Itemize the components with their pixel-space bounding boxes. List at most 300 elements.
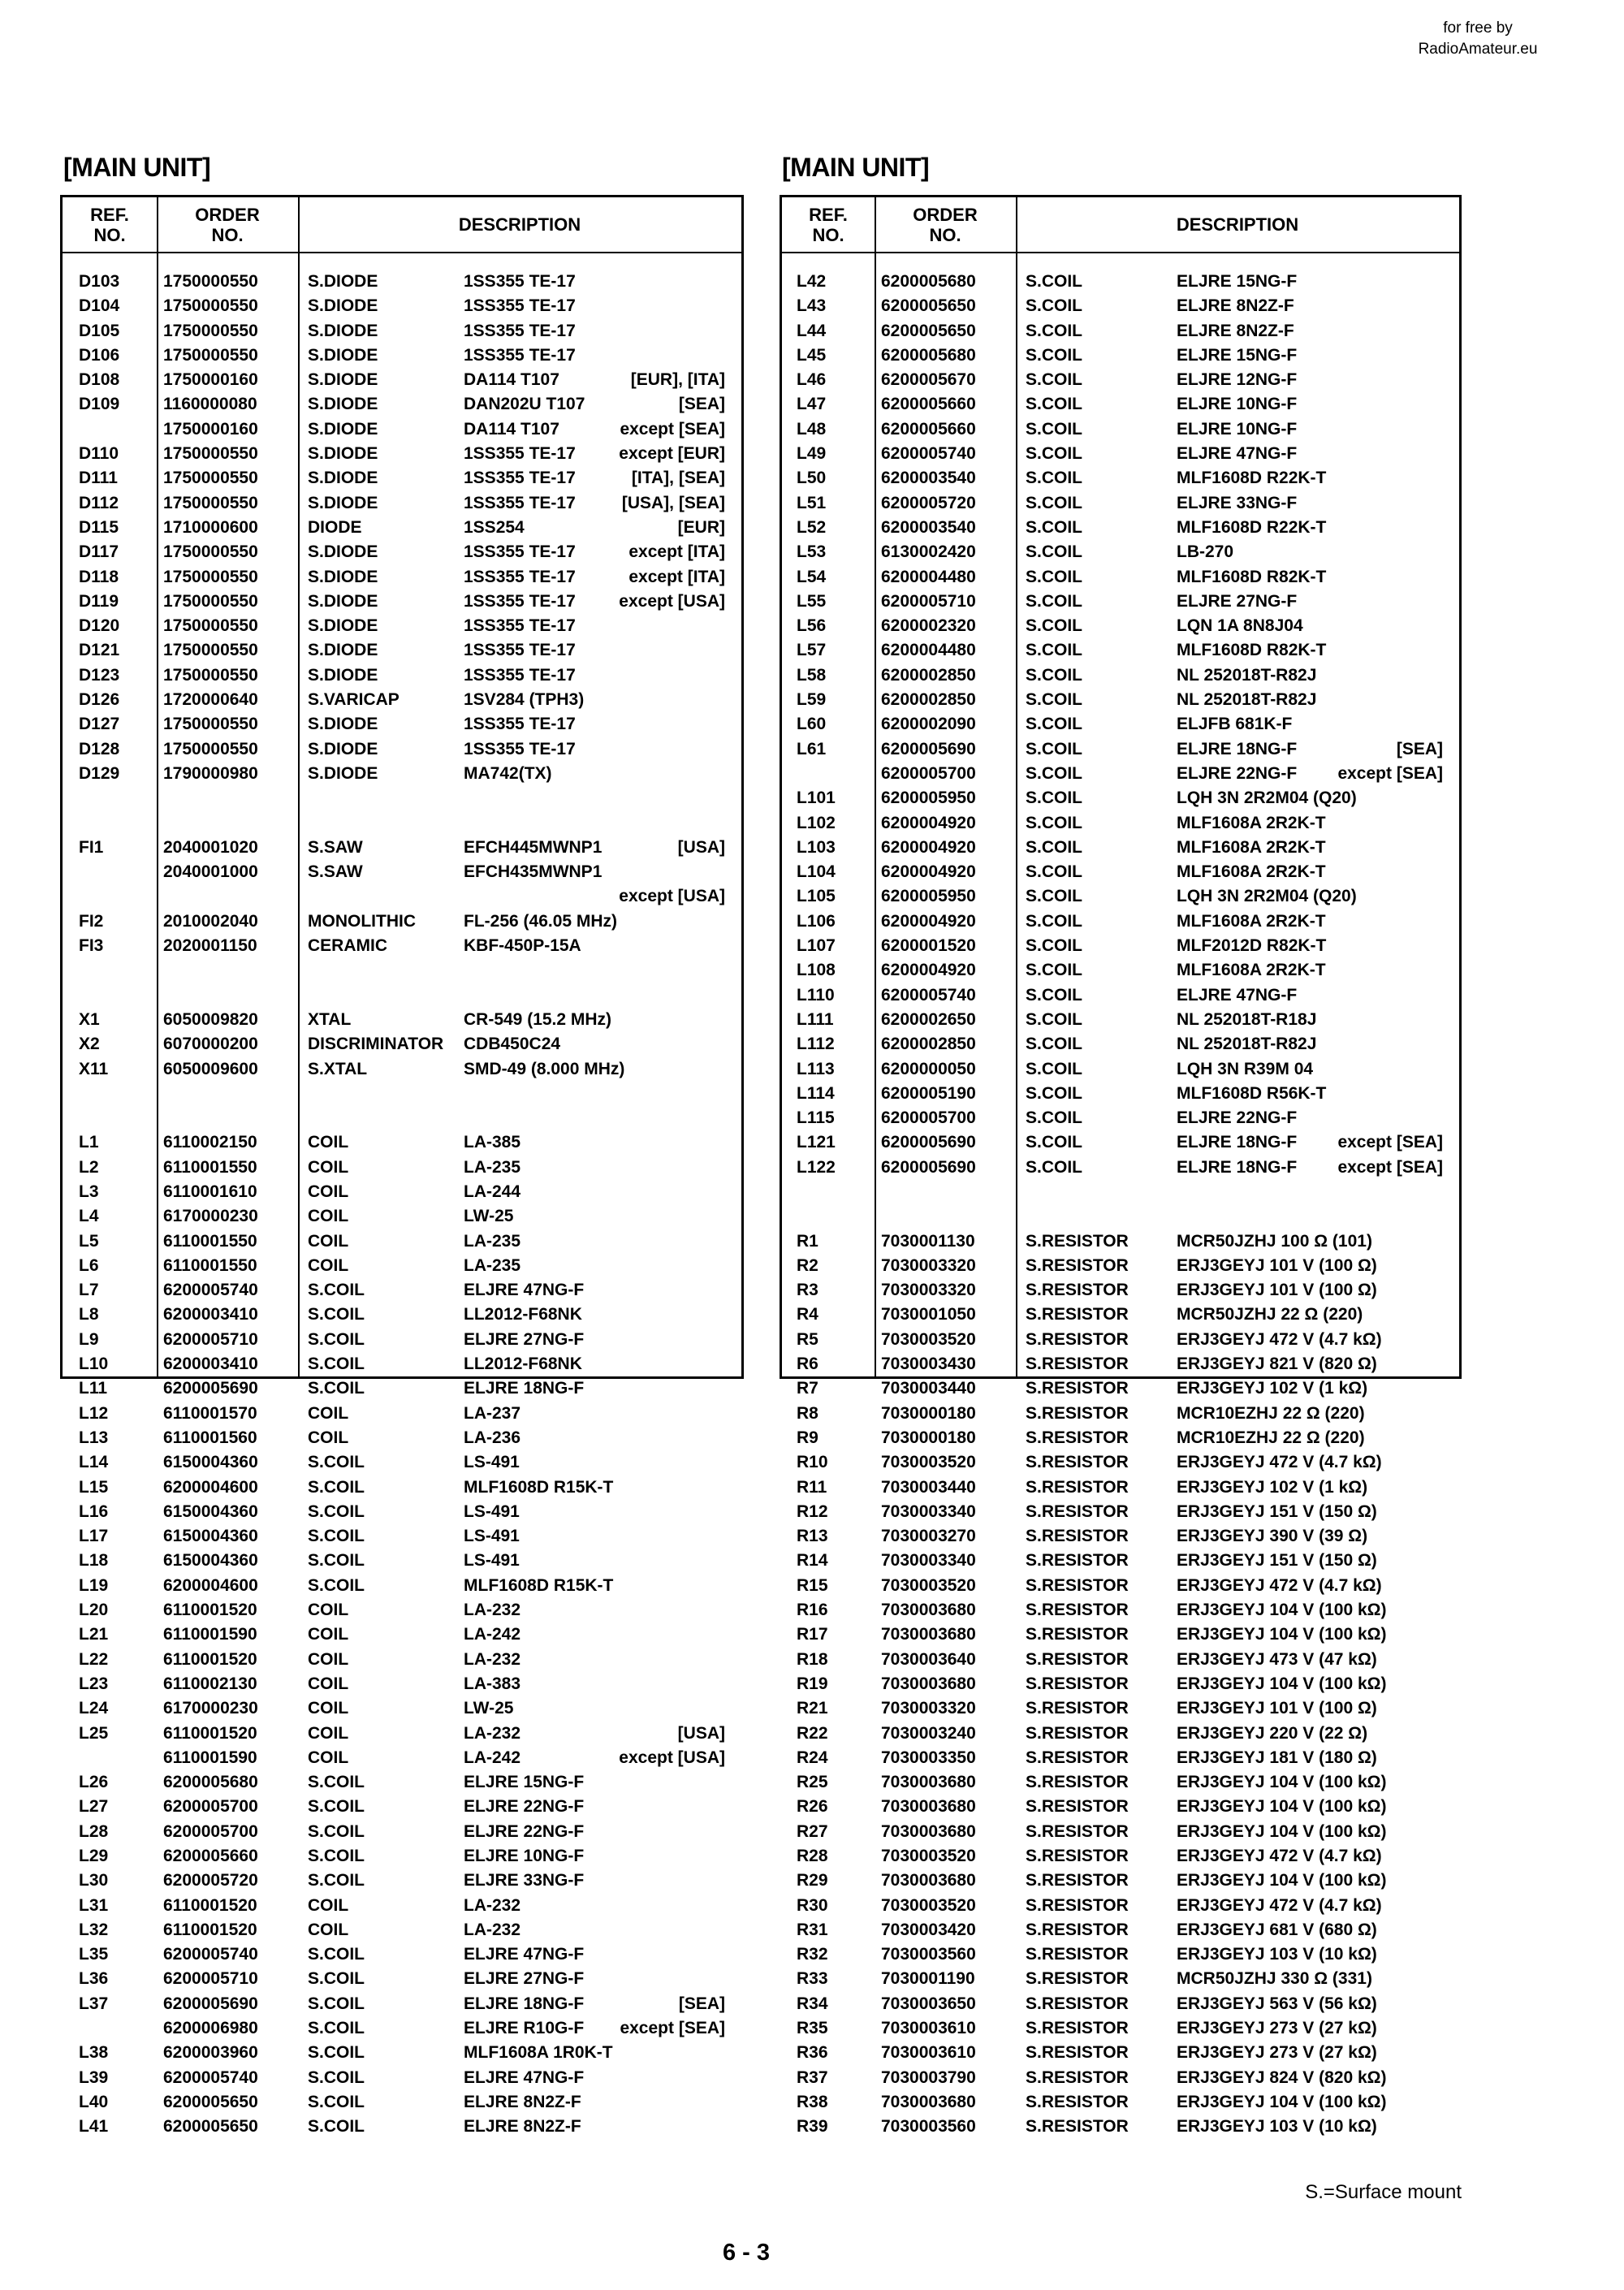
- part-number-cell: LA-383: [464, 1674, 521, 1693]
- order-no-cell: 6200002090: [881, 715, 976, 734]
- order-no-cell: 6200005670: [881, 370, 976, 390]
- table-row: [63, 1524, 741, 1549]
- table-row: [63, 1574, 741, 1598]
- ref-cell: L13: [79, 1428, 109, 1447]
- order-no-cell: 7030003520: [881, 1895, 976, 1915]
- table-row: [63, 786, 741, 810]
- table-row: [63, 1992, 741, 2016]
- part-type-cell: S.RESISTOR: [1026, 1994, 1129, 2013]
- part-number-cell: ERJ3GEYJ 104 V (100 kΩ): [1177, 1821, 1387, 1841]
- parts-table-right: [780, 195, 1462, 2137]
- ref-cell: R25: [797, 1773, 828, 1792]
- table-row: [782, 1648, 1459, 1672]
- ref-cell: D126: [79, 690, 120, 710]
- part-type-cell: S.VARICAP: [308, 690, 400, 710]
- order-no-cell: 1750000550: [163, 641, 258, 660]
- table-row: [782, 1795, 1459, 1819]
- part-type-cell: COIL: [308, 1920, 349, 1939]
- part-number-cell: ELJRE 18NG-F: [1177, 739, 1298, 758]
- part-type-cell: S.COIL: [308, 1281, 365, 1300]
- order-no-cell: 7030003520: [881, 1847, 976, 1865]
- part-number-cell: LQH 3N R39M 04: [1177, 1059, 1314, 1078]
- order-no-cell: 1750000550: [163, 345, 258, 365]
- order-no-cell: 6200005650: [163, 2117, 258, 2137]
- order-no-cell: 7030003320: [881, 1699, 976, 1718]
- order-no-cell: 6200005720: [163, 1871, 258, 1890]
- order-no-cell: 6170000230: [163, 1207, 258, 1226]
- order-no-cell: 7030001190: [881, 1969, 975, 1989]
- ref-cell: X11: [79, 1059, 109, 1078]
- ref-cell: L108: [797, 961, 836, 980]
- part-type-cell: S.COIL: [1026, 690, 1083, 710]
- order-no-cell: 2020001150: [163, 936, 257, 956]
- part-number-cell: ERJ3GEYJ 103 V (10 kΩ): [1177, 1945, 1377, 1964]
- ref-cell: R21: [797, 1699, 828, 1718]
- part-type-cell: S.DIODE: [308, 395, 378, 414]
- part-type-cell: S.RESISTOR: [1026, 2067, 1129, 2087]
- part-number-cell: LA-232: [464, 1723, 521, 1743]
- ref-cell: L105: [797, 887, 836, 906]
- table-row: [782, 688, 1459, 712]
- ref-cell: L20: [79, 1601, 109, 1620]
- ref-cell: L8: [79, 1305, 99, 1324]
- ref-cell: L111: [797, 1009, 834, 1029]
- part-type-cell: S.RESISTOR: [1026, 1601, 1129, 1620]
- table-row: [782, 1722, 1459, 1746]
- version-note-cell: except [SEA]: [620, 419, 725, 439]
- ref-cell: R2: [797, 1255, 818, 1275]
- part-number-cell: ELJRE 10NG-F: [1177, 395, 1298, 414]
- part-type-cell: S.COIL: [308, 2043, 365, 2063]
- part-number-cell: MLF1608D R82K-T: [1177, 641, 1327, 660]
- table-row: [782, 860, 1459, 884]
- part-number-cell: MLF1608D R22K-T: [1177, 469, 1327, 488]
- order-no-cell: 6200005740: [163, 2067, 258, 2087]
- order-no-cell: 1790000980: [163, 763, 258, 783]
- ref-cell: FI3: [79, 936, 104, 956]
- table-row: [63, 1008, 741, 1032]
- table-row: [63, 1820, 741, 1844]
- part-number-cell: ELJRE 22NG-F: [1177, 1108, 1298, 1128]
- table-row: [63, 1942, 741, 1967]
- ref-cell: L21: [79, 1625, 109, 1644]
- ref-cell: R13: [797, 1527, 828, 1546]
- ref-cell: L107: [797, 936, 836, 956]
- ref-cell: D111: [79, 469, 118, 488]
- part-number-cell: MA742(TX): [464, 763, 552, 783]
- table-row: [782, 270, 1459, 294]
- table-row: [782, 1426, 1459, 1450]
- table-row: [63, 1894, 741, 1918]
- part-type-cell: S.COIL: [1026, 567, 1083, 586]
- part-type-cell: S.COIL: [1026, 887, 1083, 906]
- order-no-cell: 6050009600: [163, 1059, 258, 1078]
- part-type-cell: S.DIODE: [308, 665, 378, 685]
- ref-cell: L60: [797, 715, 827, 734]
- part-number-cell: ERJ3GEYJ 101 V (100 Ω): [1177, 1281, 1377, 1300]
- part-number-cell: ERJ3GEYJ 101 V (100 Ω): [1177, 1699, 1377, 1718]
- part-number-cell: ERJ3GEYJ 104 V (100 kΩ): [1177, 1773, 1387, 1792]
- table-row: [782, 1229, 1459, 1254]
- version-note-cell: except [SEA]: [1337, 1133, 1443, 1152]
- order-no-cell: 6200005660: [163, 1847, 258, 1865]
- part-number-cell: LW-25: [464, 1207, 514, 1226]
- part-number-cell: NL 252018T-R82J: [1177, 690, 1317, 710]
- order-no-cell: 6200003540: [881, 469, 976, 488]
- part-number-cell: NL 252018T-R82J: [1177, 1035, 1317, 1054]
- order-no-cell: 6070000200: [163, 1035, 258, 1054]
- table-row: [63, 1130, 741, 1155]
- order-no-cell: 6200005690: [881, 1133, 976, 1152]
- ref-cell: R26: [797, 1797, 828, 1817]
- part-number-cell: ERJ3GEYJ 472 V (4.7 kΩ): [1177, 1575, 1382, 1595]
- ref-cell: L37: [79, 1994, 109, 2013]
- ref-cell: L41: [79, 2117, 109, 2137]
- order-no-cell: 7030000180: [881, 1403, 976, 1423]
- table-body: [782, 270, 1459, 2140]
- table-row: [63, 1376, 741, 1401]
- order-no-cell: 6200005950: [881, 887, 976, 906]
- table-row: [782, 958, 1459, 983]
- table-row: [782, 1352, 1459, 1376]
- table-row: [63, 1549, 741, 1573]
- table-row: [63, 417, 741, 442]
- ref-cell: L54: [797, 567, 827, 586]
- part-type-cell: S.COIL: [1026, 837, 1083, 857]
- table-row: [63, 884, 741, 909]
- ref-cell: L30: [79, 1871, 109, 1890]
- part-type-cell: S.DIODE: [308, 444, 378, 464]
- part-number-cell: DA114 T107: [464, 419, 559, 439]
- part-number-cell: ELJRE 8N2Z-F: [464, 2117, 581, 2137]
- part-type-cell: S.RESISTOR: [1026, 1403, 1129, 1423]
- order-no-cell: 7030003680: [881, 2092, 976, 2111]
- part-number-cell: EFCH435MWNP1: [464, 862, 603, 882]
- table-row: [782, 762, 1459, 786]
- part-number-cell: ELJRE 8N2Z-F: [464, 2092, 581, 2111]
- ref-cell: L61: [797, 739, 827, 758]
- order-no-cell: 7030003560: [881, 1945, 976, 1964]
- part-number-cell: 1SS355 TE-17: [464, 641, 576, 660]
- table-row: [782, 1820, 1459, 1844]
- table-row: [782, 1106, 1459, 1130]
- part-number-cell: ELJRE 27NG-F: [464, 1329, 585, 1349]
- order-no-cell: 6200004600: [163, 1575, 258, 1595]
- ref-cell: L32: [79, 1920, 109, 1939]
- part-number-cell: ELJRE 27NG-F: [1177, 591, 1298, 611]
- part-type-cell: S.COIL: [1026, 345, 1083, 365]
- ref-cell: R30: [797, 1895, 828, 1915]
- ref-cell: L24: [79, 1699, 109, 1718]
- ref-cell: L43: [797, 296, 827, 316]
- part-number-cell: FL-256 (46.05 MHz): [464, 911, 618, 931]
- part-number-cell: LA-235: [464, 1255, 521, 1275]
- order-no-cell: 6200005710: [163, 1969, 258, 1989]
- table-row: [63, 1598, 741, 1622]
- part-type-cell: S.COIL: [1026, 739, 1083, 758]
- ref-cell: D123: [79, 665, 120, 685]
- ref-cell: D118: [79, 567, 119, 586]
- part-type-cell: COIL: [308, 1649, 349, 1669]
- part-number-cell: LA-232: [464, 1649, 521, 1669]
- part-type-cell: COIL: [308, 1674, 349, 1693]
- watermark-line-2: RadioAmateur.eu: [1418, 41, 1538, 58]
- ref-cell: FI2: [79, 911, 104, 931]
- part-type-cell: S.COIL: [1026, 1083, 1083, 1103]
- table-row: [782, 1672, 1459, 1696]
- table-row: [63, 958, 741, 983]
- order-no-cell: 6200002650: [881, 1009, 976, 1029]
- order-no-cell: 6200004480: [881, 641, 976, 660]
- part-number-cell: ELJRE 10NG-F: [1177, 419, 1298, 439]
- table-row: [782, 1328, 1459, 1352]
- ref-cell: L53: [797, 542, 827, 562]
- part-type-cell: S.COIL: [1026, 1133, 1083, 1152]
- part-type-cell: S.RESISTOR: [1026, 2092, 1129, 2111]
- table-row: [63, 762, 741, 786]
- part-type-cell: COIL: [308, 1625, 349, 1644]
- ref-cell: L57: [797, 641, 827, 660]
- order-no-cell: 6150004360: [163, 1551, 258, 1571]
- part-number-cell: ELJRE 47NG-F: [1177, 985, 1298, 1005]
- part-number-cell: ELJRE 18NG-F: [1177, 1157, 1298, 1177]
- part-type-cell: S.COIL: [1026, 1157, 1083, 1177]
- part-number-cell: LA-232: [464, 1920, 521, 1939]
- table-row: [782, 1278, 1459, 1303]
- ref-cell: L106: [797, 911, 836, 931]
- table-row: [63, 491, 741, 516]
- table-row: [782, 1450, 1459, 1475]
- ref-cell: R34: [797, 1994, 828, 2013]
- part-number-cell: ERJ3GEYJ 472 V (4.7 kΩ): [1177, 1895, 1382, 1915]
- table-row: [782, 638, 1459, 663]
- table-row: [782, 1008, 1459, 1032]
- part-number-cell: LS-491: [464, 1453, 520, 1472]
- part-number-cell: 1SS355 TE-17: [464, 542, 576, 562]
- ref-cell: L5: [79, 1231, 99, 1251]
- part-type-cell: S.RESISTOR: [1026, 1329, 1129, 1349]
- version-note-cell: except [ITA]: [628, 542, 725, 562]
- table-row: [782, 1402, 1459, 1426]
- ref-cell: R16: [797, 1601, 828, 1620]
- order-no-cell: 1750000550: [163, 321, 258, 340]
- order-no-cell: 6110001550: [163, 1255, 257, 1275]
- part-number-cell: MCR10EZHJ 22 Ω (220): [1177, 1428, 1365, 1447]
- ref-cell: L35: [79, 1945, 109, 1964]
- part-type-cell: COIL: [308, 1699, 349, 1718]
- part-number-cell: MLF1608A 2R2K-T: [1177, 813, 1326, 832]
- part-type-cell: COIL: [308, 1231, 349, 1251]
- order-no-cell: 7030001130: [881, 1231, 975, 1251]
- part-number-cell: LA-385: [464, 1133, 521, 1152]
- part-type-cell: S.COIL: [1026, 517, 1083, 537]
- ref-cell: R4: [797, 1305, 818, 1324]
- table-row: [63, 811, 741, 836]
- part-type-cell: S.COIL: [308, 1477, 365, 1497]
- part-type-cell: S.COIL: [1026, 370, 1083, 390]
- order-no-cell: 1750000160: [163, 419, 258, 439]
- part-type-cell: COIL: [308, 1255, 349, 1275]
- part-type-cell: S.COIL: [1026, 1009, 1083, 1029]
- table-row: [63, 319, 741, 344]
- table-row: [782, 712, 1459, 737]
- table-row: [782, 344, 1459, 368]
- version-note-cell: [SEA]: [1396, 739, 1443, 758]
- table-row: [63, 565, 741, 590]
- order-no-cell: 6200005660: [881, 419, 976, 439]
- version-note-cell: [SEA]: [678, 1994, 725, 2013]
- table-row: [782, 1180, 1459, 1204]
- header-order-no: ORDER NO.: [195, 204, 260, 245]
- ref-cell: D127: [79, 715, 120, 734]
- table-row: [782, 466, 1459, 490]
- part-type-cell: S.RESISTOR: [1026, 1231, 1129, 1251]
- table-row: [782, 1746, 1459, 1770]
- order-no-cell: 6110001520: [163, 1601, 257, 1620]
- part-type-cell: S.RESISTOR: [1026, 1748, 1129, 1767]
- ref-cell: R5: [797, 1329, 818, 1349]
- part-number-cell: ELJRE 15NG-F: [1177, 345, 1298, 365]
- order-no-cell: 7030003640: [881, 1649, 976, 1669]
- order-no-cell: 6200005700: [163, 1821, 258, 1841]
- order-no-cell: 6200005680: [881, 345, 976, 365]
- part-number-cell: ELJRE 22NG-F: [464, 1797, 585, 1817]
- part-number-cell: ELJRE 15NG-F: [464, 1773, 585, 1792]
- table-row: [63, 1869, 741, 1893]
- part-type-cell: COIL: [308, 1207, 349, 1226]
- table-row: [63, 1426, 741, 1450]
- part-type-cell: S.COIL: [308, 1945, 365, 1964]
- part-number-cell: LS-491: [464, 1551, 520, 1571]
- table-row: [63, 1229, 741, 1254]
- table-row: [63, 1500, 741, 1524]
- part-type-cell: S.RESISTOR: [1026, 1305, 1129, 1324]
- part-type-cell: S.COIL: [1026, 985, 1083, 1005]
- part-type-cell: S.COIL: [1026, 961, 1083, 980]
- part-type-cell: S.RESISTOR: [1026, 1723, 1129, 1743]
- ref-cell: L28: [79, 1821, 109, 1841]
- ref-cell: L58: [797, 665, 827, 685]
- version-note-cell: except [USA]: [619, 591, 725, 611]
- part-type-cell: S.DIODE: [308, 739, 378, 758]
- part-type-cell: S.COIL: [1026, 763, 1083, 783]
- part-number-cell: 1SV284 (TPH3): [464, 690, 585, 710]
- part-number-cell: LL2012-F68NK: [464, 1305, 582, 1324]
- table-row: [63, 1402, 741, 1426]
- order-no-cell: 1750000550: [163, 616, 258, 636]
- part-type-cell: S.RESISTOR: [1026, 1773, 1129, 1792]
- part-type-cell: DIODE: [308, 517, 362, 537]
- order-no-cell: 6200004920: [881, 862, 976, 882]
- part-type-cell: S.DIODE: [308, 370, 378, 390]
- order-no-cell: 6130002420: [881, 542, 976, 562]
- part-number-cell: CDB450C24: [464, 1035, 561, 1054]
- part-number-cell: ELJRE 27NG-F: [464, 1969, 585, 1989]
- ref-cell: L103: [797, 837, 836, 857]
- part-number-cell: LA-242: [464, 1748, 521, 1767]
- table-row: [782, 368, 1459, 392]
- table-row: [782, 1204, 1459, 1229]
- order-no-cell: 1750000550: [163, 591, 258, 611]
- part-number-cell: LB-270: [1177, 542, 1234, 562]
- part-number-cell: LQH 3N 2R2M04 (Q20): [1177, 789, 1357, 808]
- part-type-cell: S.SAW: [308, 837, 363, 857]
- order-no-cell: 6110001520: [163, 1649, 257, 1669]
- table-row: [63, 270, 741, 294]
- ref-cell: D103: [79, 272, 120, 291]
- ref-cell: R17: [797, 1625, 828, 1644]
- table-row: [782, 1130, 1459, 1155]
- part-type-cell: COIL: [308, 1723, 349, 1743]
- part-type-cell: S.COIL: [1026, 1059, 1083, 1078]
- part-type-cell: S.COIL: [308, 1527, 365, 1546]
- part-type-cell: S.RESISTOR: [1026, 1453, 1129, 1472]
- part-type-cell: S.DIODE: [308, 616, 378, 636]
- order-no-cell: 6200005650: [881, 321, 976, 340]
- part-number-cell: MCR50JZHJ 22 Ω (220): [1177, 1305, 1363, 1324]
- order-no-cell: 6110001590: [163, 1748, 257, 1767]
- table-row: [782, 1967, 1459, 1991]
- order-no-cell: 6110001550: [163, 1231, 257, 1251]
- order-no-cell: 6200006980: [163, 2019, 258, 2038]
- part-number-cell: MLF1608D R22K-T: [1177, 517, 1327, 537]
- table-row: [63, 1844, 741, 1869]
- order-no-cell: 6200003960: [163, 2043, 258, 2063]
- table-row: [782, 1032, 1459, 1056]
- part-type-cell: S.RESISTOR: [1026, 1428, 1129, 1447]
- ref-cell: R6: [797, 1355, 818, 1374]
- order-no-cell: 6200002850: [881, 665, 976, 685]
- part-number-cell: 1SS355 TE-17: [464, 665, 576, 685]
- order-no-cell: 2010002040: [163, 911, 258, 931]
- part-type-cell: S.COIL: [308, 1871, 365, 1890]
- ref-cell: L50: [797, 469, 827, 488]
- table-row: [782, 663, 1459, 688]
- part-type-cell: S.COIL: [1026, 272, 1083, 291]
- ref-cell: FI1: [79, 837, 104, 857]
- table-row: [63, 1648, 741, 1672]
- part-type-cell: S.RESISTOR: [1026, 1699, 1129, 1718]
- part-number-cell: MLF1608A 2R2K-T: [1177, 911, 1326, 931]
- ref-cell: R3: [797, 1281, 818, 1300]
- parts-table-left: [60, 195, 744, 2137]
- table-row: [63, 934, 741, 958]
- order-no-cell: 2040001000: [163, 862, 258, 882]
- part-type-cell: S.RESISTOR: [1026, 1551, 1129, 1571]
- order-no-cell: 6200005690: [163, 1379, 258, 1398]
- order-no-cell: 6200005680: [163, 1773, 258, 1792]
- part-type-cell: S.RESISTOR: [1026, 1945, 1129, 1964]
- part-type-cell: S.DIODE: [308, 763, 378, 783]
- table-row: [63, 638, 741, 663]
- order-no-cell: 6200005740: [163, 1945, 258, 1964]
- table-row: [782, 811, 1459, 836]
- part-number-cell: LS-491: [464, 1527, 520, 1546]
- part-number-cell: 1SS254: [464, 517, 525, 537]
- ref-cell: L36: [79, 1969, 109, 1989]
- table-row: [782, 786, 1459, 810]
- order-no-cell: 1750000550: [163, 665, 258, 685]
- ref-cell: R24: [797, 1748, 828, 1767]
- table-row: [782, 1254, 1459, 1278]
- order-no-cell: 7030003680: [881, 1601, 976, 1620]
- order-no-cell: 6200004920: [881, 837, 976, 857]
- part-number-cell: ELJRE 47NG-F: [464, 1281, 585, 1300]
- ref-cell: L6: [79, 1255, 99, 1275]
- part-type-cell: S.COIL: [1026, 469, 1083, 488]
- order-no-cell: 7030003270: [881, 1527, 976, 1546]
- part-number-cell: MLF1608A 1R0K-T: [464, 2043, 613, 2063]
